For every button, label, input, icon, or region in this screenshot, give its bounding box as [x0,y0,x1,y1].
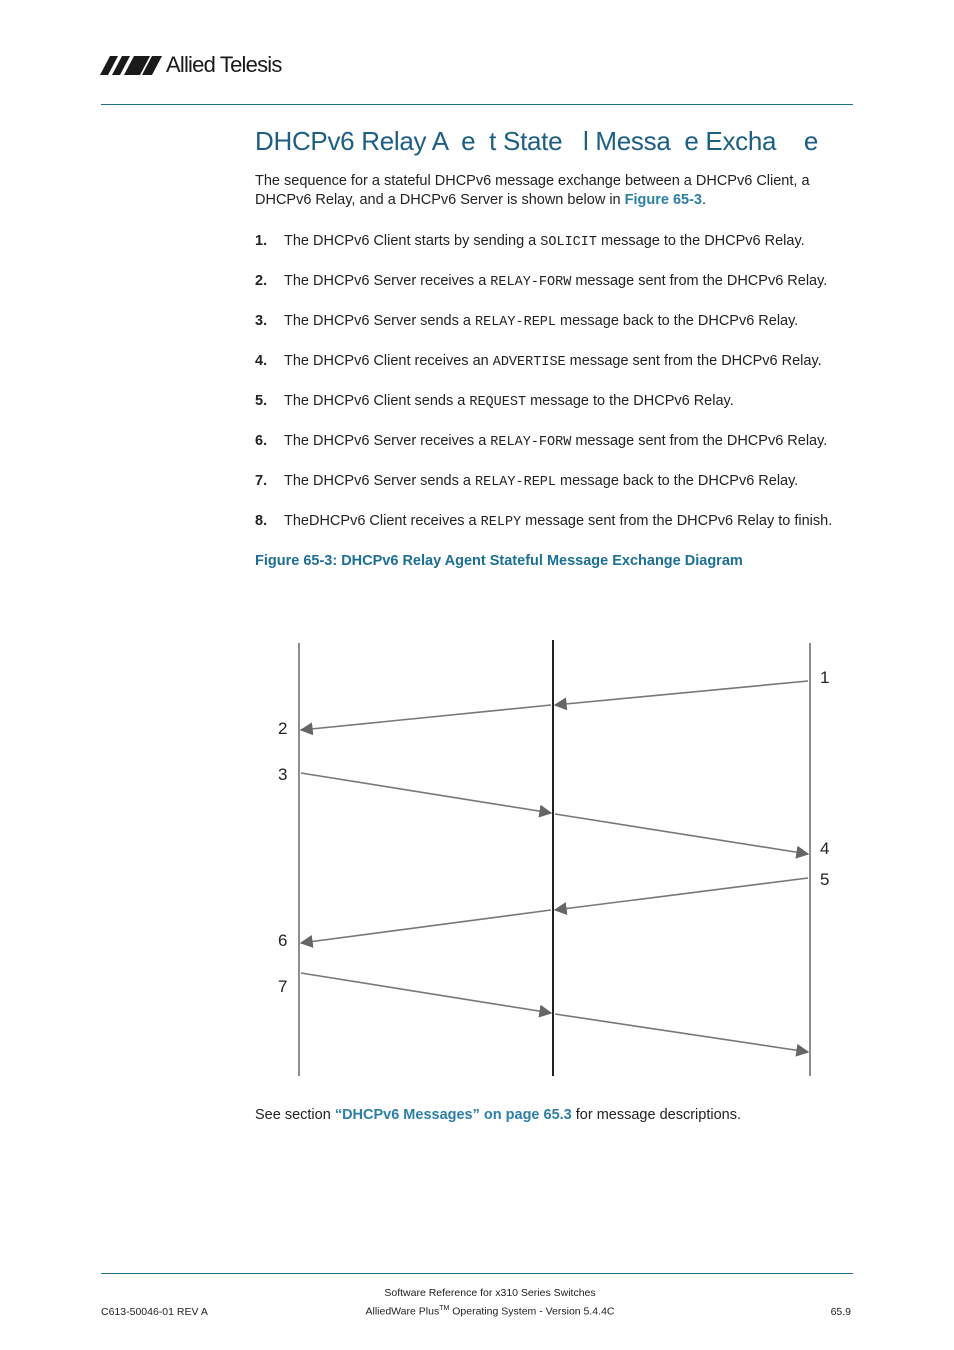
page-number: 65.9 [830,1306,851,1318]
message-exchange-diagram [255,630,855,1090]
section-link[interactable]: “DHCPv6 Messages” on page 65.3 [334,1107,572,1123]
message-code: RELAY-FORW [490,275,572,290]
step-label-3: 3 [278,765,288,784]
step-pre: The DHCPv6 Client sends a [284,393,470,409]
list-item [255,231,855,271]
step-post: message sent from the DHCPv6 Relay to finish. [521,513,833,529]
arrow-relay-repl-2 [301,973,551,1013]
arrow-relay-forw-1 [301,705,551,730]
step-number: 4. [255,353,268,369]
step-text [284,351,822,391]
message-code: RELAY-REPL [475,475,557,490]
arrow-request [555,878,808,910]
step-pre: The DHCPv6 Server sends a [284,473,475,489]
step-number: 1. [255,233,268,249]
see-also-pre: See section [255,1107,335,1123]
trademark-mark: TM [439,1305,450,1312]
intro-text: The sequence for a stateful DHCPv6 message exchange between a DHCPv6 Client, a DHCPv6 Relay, and a DHCPv6 Server is shown below in [255,173,810,208]
company-logo [100,50,282,80]
step-label-7: 7 [278,977,288,996]
step-number: 5. [255,393,268,409]
step-number: 6. [255,433,268,449]
page-title: DHCPv6 Relay A e t State l Messa e Excha e [255,126,819,156]
step-text [284,431,827,471]
step-text [284,511,832,551]
intro-paragraph [255,172,855,210]
message-code: SOLICIT [540,235,597,250]
step-post: message sent from the DHCPv6 Relay. [571,273,828,289]
step-post: message sent from the DHCPv6 Relay. [565,353,822,369]
step-pre: The DHCPv6 Client starts by sending a [284,233,541,249]
footer-title: Software Reference for x310 Series Switches [384,1287,596,1299]
step-post: message to the DHCPv6 Relay. [597,233,805,249]
step-post: message to the DHCPv6 Relay. [526,393,734,409]
step-text [284,471,798,511]
arrow-relay-repl-1 [301,773,551,813]
header-rule [101,104,853,105]
footer-version [300,1305,680,1318]
list-item [255,471,855,511]
step-number: 8. [255,513,268,529]
step-label-6: 6 [278,931,288,950]
arrow-reply [555,1014,808,1052]
step-number: 2. [255,273,268,289]
list-item [255,431,855,471]
see-also-post: for message descriptions. [571,1107,741,1123]
list-item [255,511,855,551]
step-pre: The DHCPv6 Server receives a [284,433,491,449]
arrow-solicit [555,681,808,705]
footer-os-version: Operating System - Version 5.4.4C [449,1305,615,1318]
message-code: RELPY [480,515,522,530]
step-label-2: 2 [278,719,288,738]
logo-text: Allied Telesis [166,52,282,77]
step-post: message back to the DHCPv6 Relay. [556,313,799,329]
step-text [284,391,734,431]
message-code: RELAY-REPL [475,315,557,330]
step-number: 3. [255,313,268,329]
step-pre: TheDHCPv6 Client receives a [284,513,481,529]
step-text [284,271,827,311]
message-code: ADVERTISE [492,355,566,370]
step-text [284,311,798,351]
see-also-paragraph [255,1107,741,1123]
list-item [255,391,855,431]
document-id: C613-50046-01 REV A [101,1306,208,1318]
list-item [255,311,855,351]
logo-mark-icon [100,54,162,76]
message-code: RELAY-FORW [490,435,572,450]
step-pre: The DHCPv6 Server receives a [284,273,491,289]
footer-rule [101,1273,853,1274]
step-post: message back to the DHCPv6 Relay. [556,473,799,489]
step-label-5: 5 [820,870,830,889]
step-label-4: 4 [820,839,830,858]
step-list [255,231,855,551]
list-item [255,271,855,311]
step-post: message sent from the DHCPv6 Relay. [571,433,828,449]
arrow-relay-forw-2 [301,910,551,943]
list-item [255,351,855,391]
figure-link[interactable]: Figure 65-3 [624,192,702,208]
footer-product: AlliedWare Plus [365,1305,440,1318]
step-label-1: 1 [820,668,830,687]
figure-caption: Figure 65-3: DHCPv6 Relay Agent Stateful Message Exchange Diagram [255,553,743,569]
step-pre: The DHCPv6 Client receives an [284,353,493,369]
arrow-advertise [555,814,808,854]
intro-end: . [702,192,707,208]
message-code: REQUEST [469,395,527,410]
step-number: 7. [255,473,268,489]
step-text [284,231,805,271]
step-pre: The DHCPv6 Server sends a [284,313,475,329]
